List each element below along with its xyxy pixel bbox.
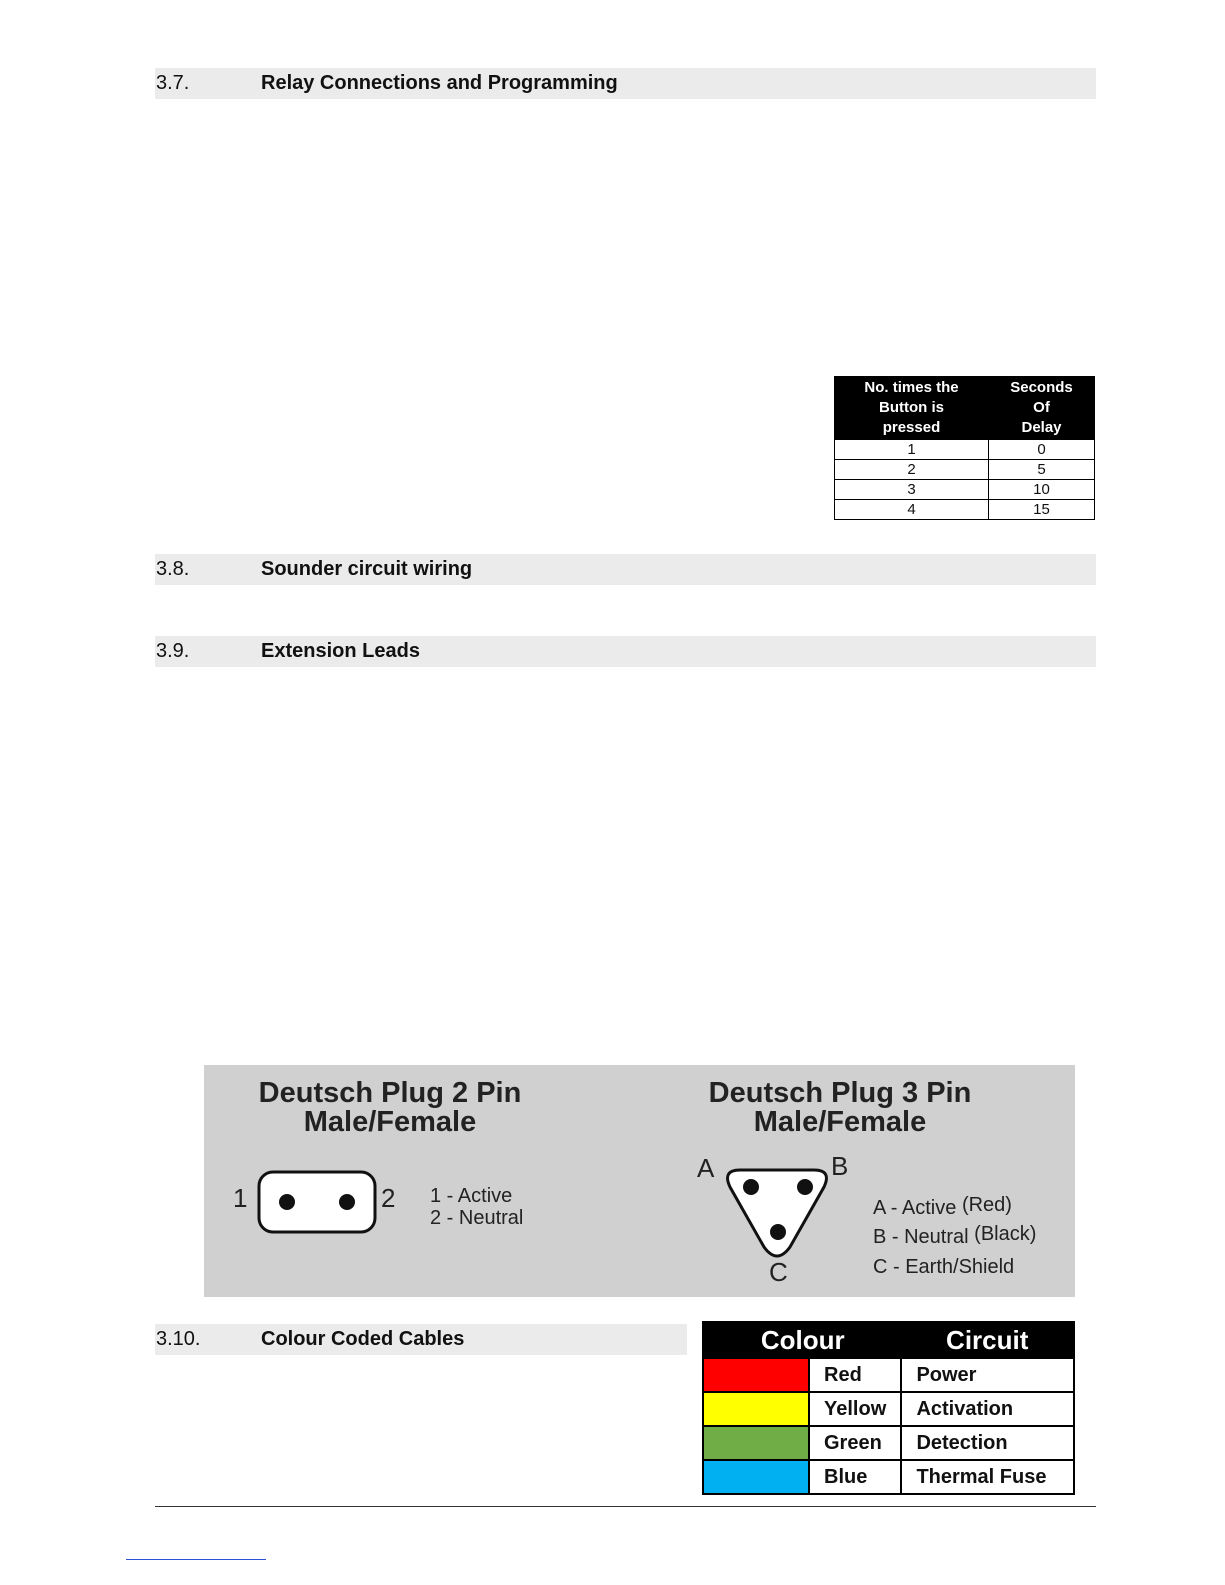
two-pin-legend-neutral: 2 - Neutral (430, 1207, 524, 1229)
circuit-name: Detection (901, 1426, 1074, 1460)
table-row (703, 1426, 1074, 1460)
table-cell: 3 (835, 480, 989, 500)
section-heading-3-10 (155, 1324, 687, 1355)
table-cell: 4 (835, 500, 989, 520)
section-number: 3.10. (156, 1328, 201, 1350)
three-pin-plug-icon (718, 1165, 836, 1259)
pin-a-label: A (697, 1153, 715, 1183)
section-title: Colour Coded Cables (261, 1328, 465, 1350)
colour-swatch-yellow (703, 1392, 809, 1426)
relay-delay-table (834, 376, 1095, 520)
pin-2-label: 2 (381, 1183, 396, 1213)
footer-link-underline (126, 1559, 266, 1560)
colour-name: Blue (809, 1460, 901, 1494)
table-row (835, 480, 1095, 500)
three-pin-legend-c: C - Earth/Shield (873, 1256, 1015, 1278)
section-title: Extension Leads (261, 640, 420, 662)
table-header-presses: No. times the Button is pressed (835, 377, 989, 440)
table-row (835, 500, 1095, 520)
footer-divider (155, 1506, 1096, 1507)
table-header-delay: Seconds Of Delay (989, 377, 1095, 440)
three-pin-legend-a: A - Active (Red) (873, 1194, 1012, 1219)
table-cell: 10 (989, 480, 1095, 500)
table-row (835, 460, 1095, 480)
circuit-name: Power (901, 1358, 1074, 1392)
two-pin-plug-icon (256, 1169, 380, 1235)
section-title: Sounder circuit wiring (261, 558, 473, 580)
table-row (703, 1460, 1074, 1494)
section-heading-3-7 (155, 68, 1096, 99)
circuit-name: Activation (901, 1392, 1074, 1426)
three-pin-plug-title: Deutsch Plug 3 Pin Male/Female (708, 1077, 972, 1138)
colour-code-table (702, 1321, 1075, 1495)
pin-1-label: 1 (233, 1183, 248, 1213)
colour-swatch-red (703, 1358, 809, 1392)
section-heading-3-8 (155, 554, 1096, 585)
colour-swatch-blue (703, 1460, 809, 1494)
colour-name: Red (809, 1358, 901, 1392)
pin-b-label: B (831, 1151, 849, 1181)
table-row (835, 440, 1095, 460)
table-cell: 15 (989, 500, 1095, 520)
table-cell: 1 (835, 440, 989, 460)
colour-swatch-green (703, 1426, 809, 1460)
colour-name: Yellow (809, 1392, 901, 1426)
table-row (703, 1392, 1074, 1426)
table-cell: 2 (835, 460, 989, 480)
circuit-name: Thermal Fuse (901, 1460, 1074, 1494)
table-header-row (835, 377, 1095, 440)
section-number: 3.8. (156, 558, 190, 580)
table-header-circuit: Circuit (901, 1322, 1074, 1358)
table-cell: 5 (989, 460, 1095, 480)
colour-name: Green (809, 1426, 901, 1460)
section-number: 3.9. (156, 640, 190, 662)
pin-c-label: C (769, 1257, 788, 1287)
section-heading-3-9 (155, 636, 1096, 667)
table-header-colour: Colour (703, 1322, 901, 1358)
three-pin-legend-b: B - Neutral (Black) (873, 1223, 1037, 1248)
table-header-row (703, 1322, 1074, 1358)
two-pin-plug-title: Deutsch Plug 2 Pin Male/Female (258, 1077, 522, 1138)
section-title: Relay Connections and Programming (261, 72, 618, 94)
deutsch-plug-diagram (204, 1065, 1075, 1297)
table-row (703, 1358, 1074, 1392)
section-number: 3.7. (156, 72, 190, 94)
table-cell: 0 (989, 440, 1095, 460)
two-pin-legend-active: 1 - Active (430, 1185, 513, 1207)
